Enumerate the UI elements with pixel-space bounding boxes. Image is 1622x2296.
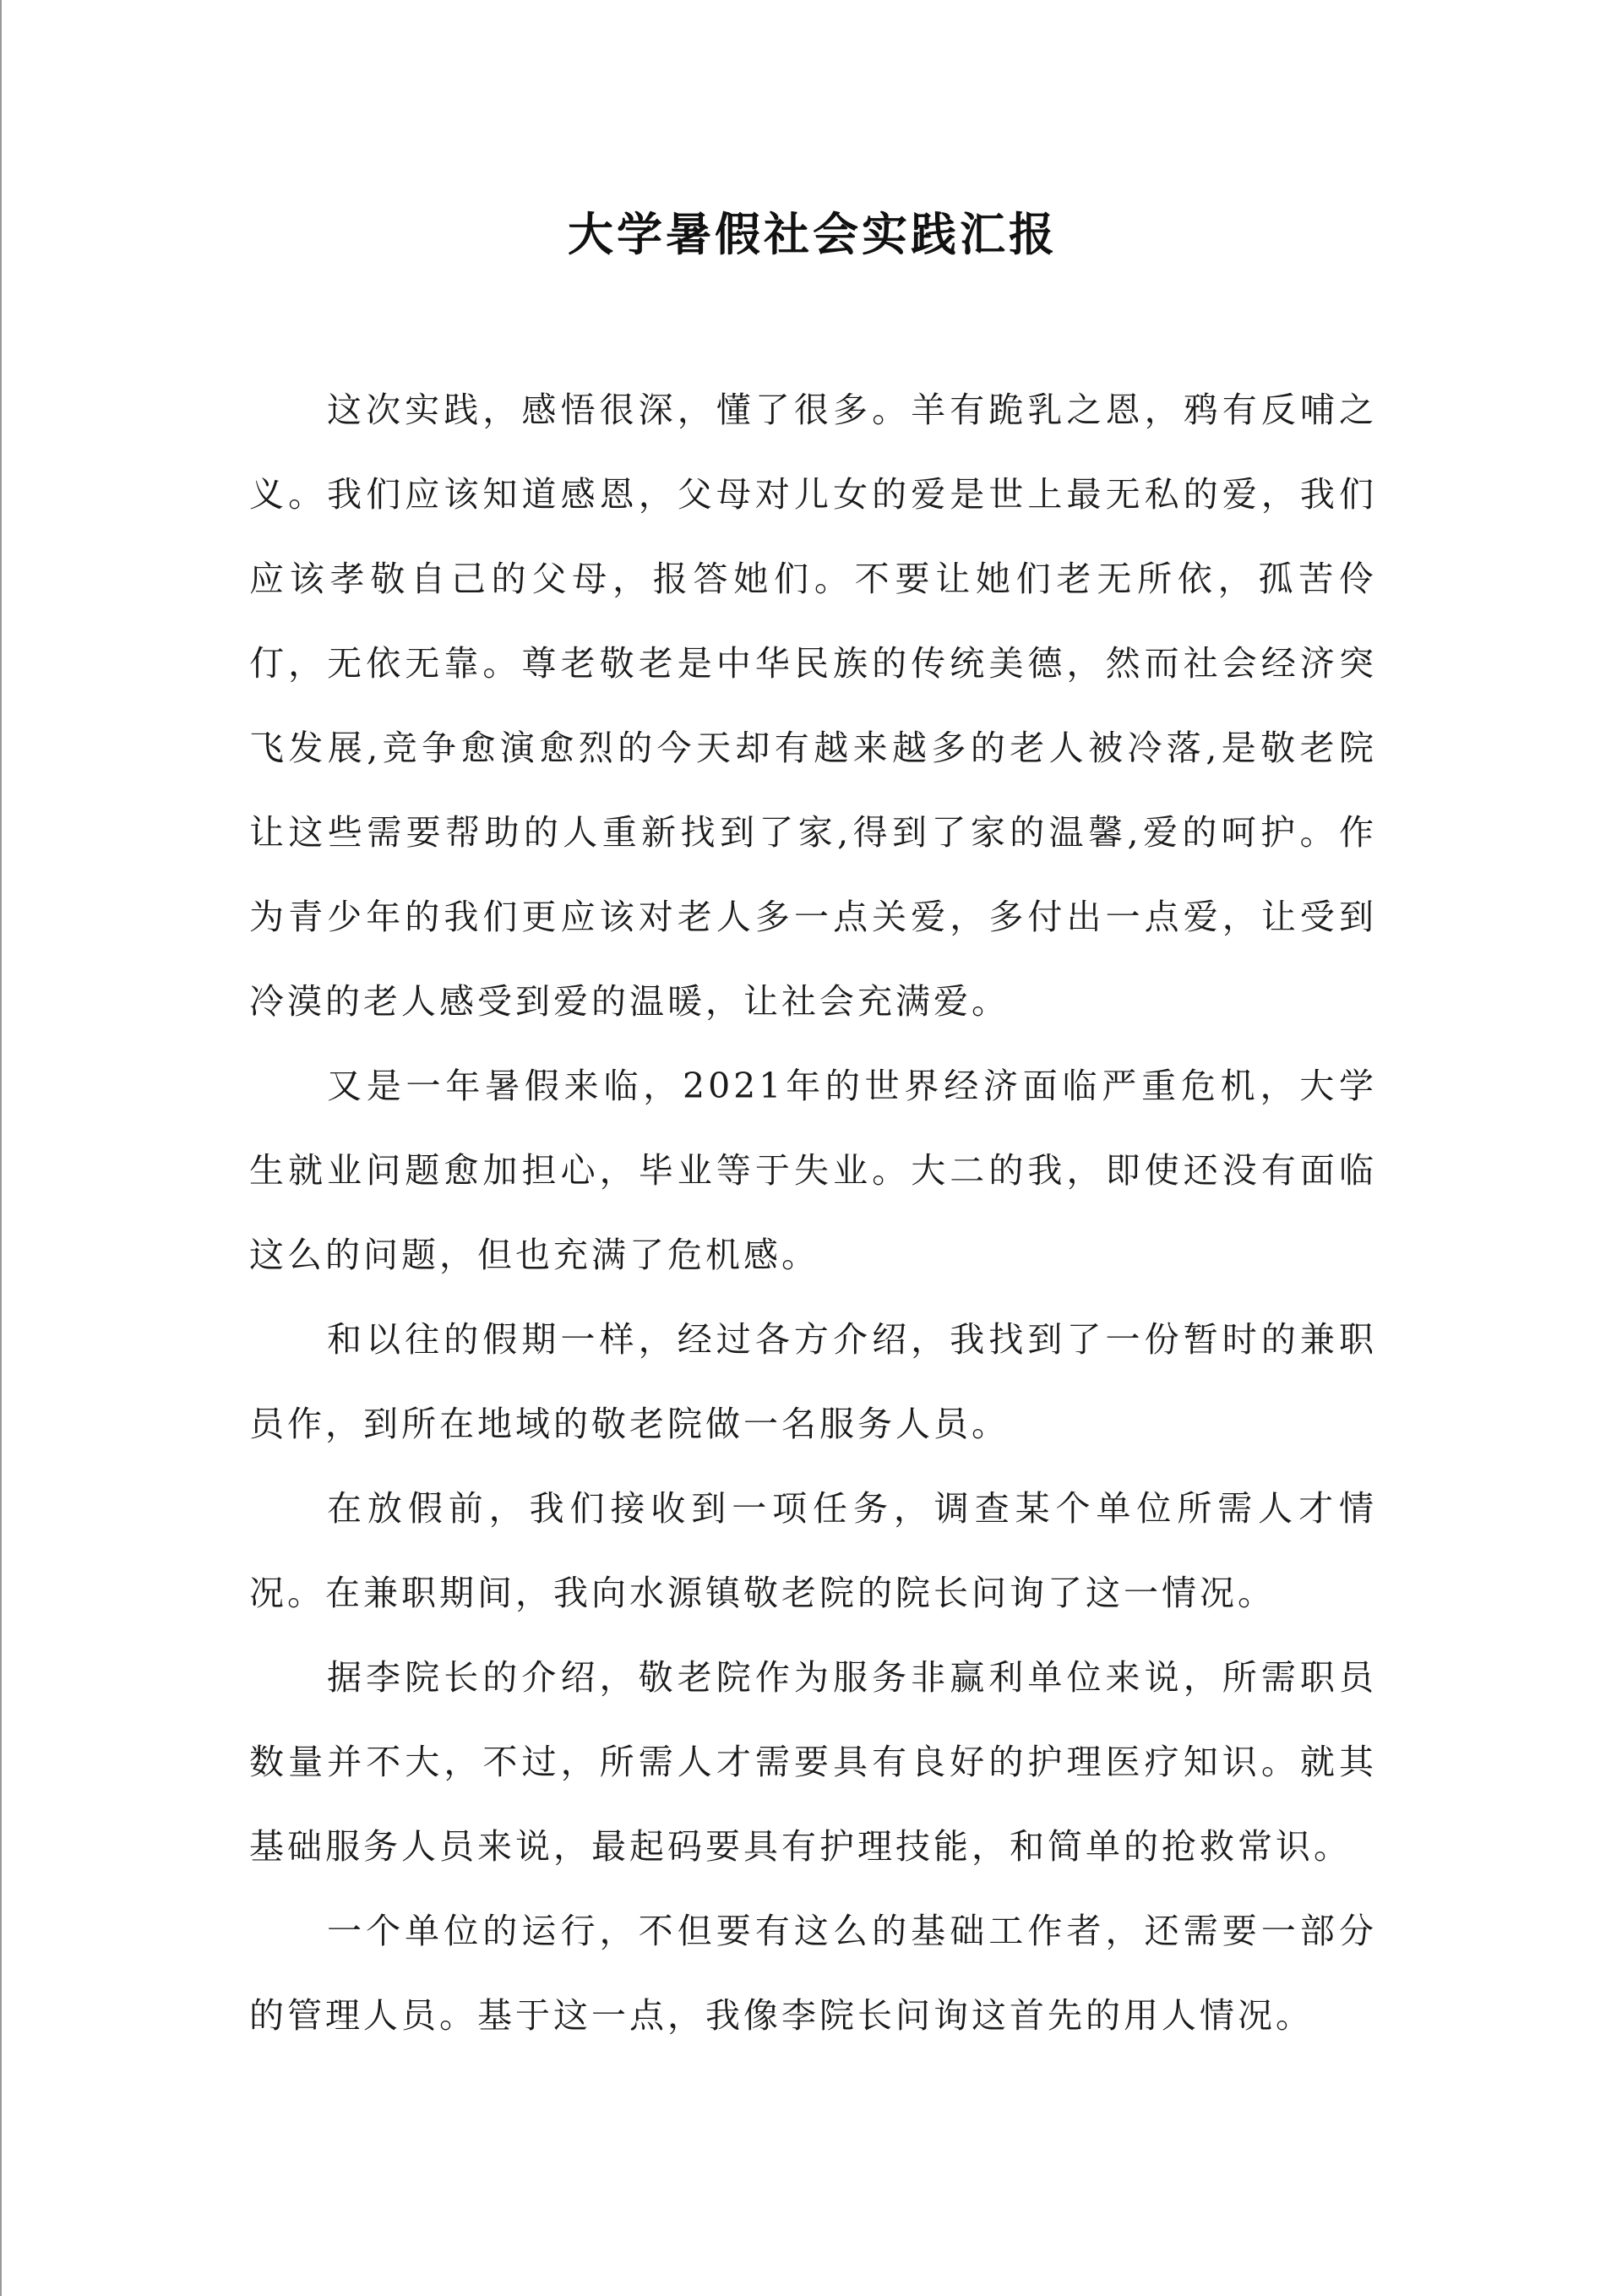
document-title: 大学暑假社会实践汇报	[568, 207, 1058, 261]
paragraph-3: 和以往的假期一样，经过各方介绍，我找到了一份暂时的兼职员作，到所在地域的敬老院做一名服务人员。	[249, 1319, 1377, 1444]
paragraph-6: 一个单位的运行，不但要有这么的基础工作者，还需要一部分的管理人员。基于这一点，我像李院长问询这首先的用人情况。	[249, 1911, 1377, 2036]
document-body	[249, 368, 1377, 2058]
paragraph-1: 这次实践，感悟很深，懂了很多。羊有跪乳之恩，鸦有反哺之义。我们应该知道感恩，父母对儿女的爱是世上最无私的爱，我们应该孝敬自己的父母，报答她们。不要让她们老无所依，孤苦伶仃，无依无靠。尊老敬老是中华民族的传统美德，然而社会经济突飞发展,竞争愈演愈烈的今天却有越来越多的老人被冷落,是敬老院让这些需要帮助的人重新找到了家,得到了家的温馨,爱的呵护。作为青少年的我们更应该对老人多一点关爱，多付出一点爱，让受到冷漠的老人感受到爱的温暖，让社会充满爱。	[249, 390, 1377, 1022]
paragraph-5: 据李院长的介绍，敬老院作为服务非赢利单位来说，所需职员数量并不大，不过，所需人才需要具有良好的护理医疗知识。就其基础服务人员来说，最起码要具有护理技能，和简单的抢救常识。	[249, 1657, 1377, 1867]
paragraph-2: 又是一年暑假来临，2021年的世界经济面临严重危机，大学生就业问题愈加担心，毕业等于失业。大二的我，即使还没有面临这么的问题，但也充满了危机感。	[249, 1066, 1377, 1275]
paragraph-4: 在放假前，我们接收到一项任务，调查某个单位所需人才情况。在兼职期间，我向水源镇敬老院的院长问询了这一情况。	[249, 1488, 1377, 1613]
